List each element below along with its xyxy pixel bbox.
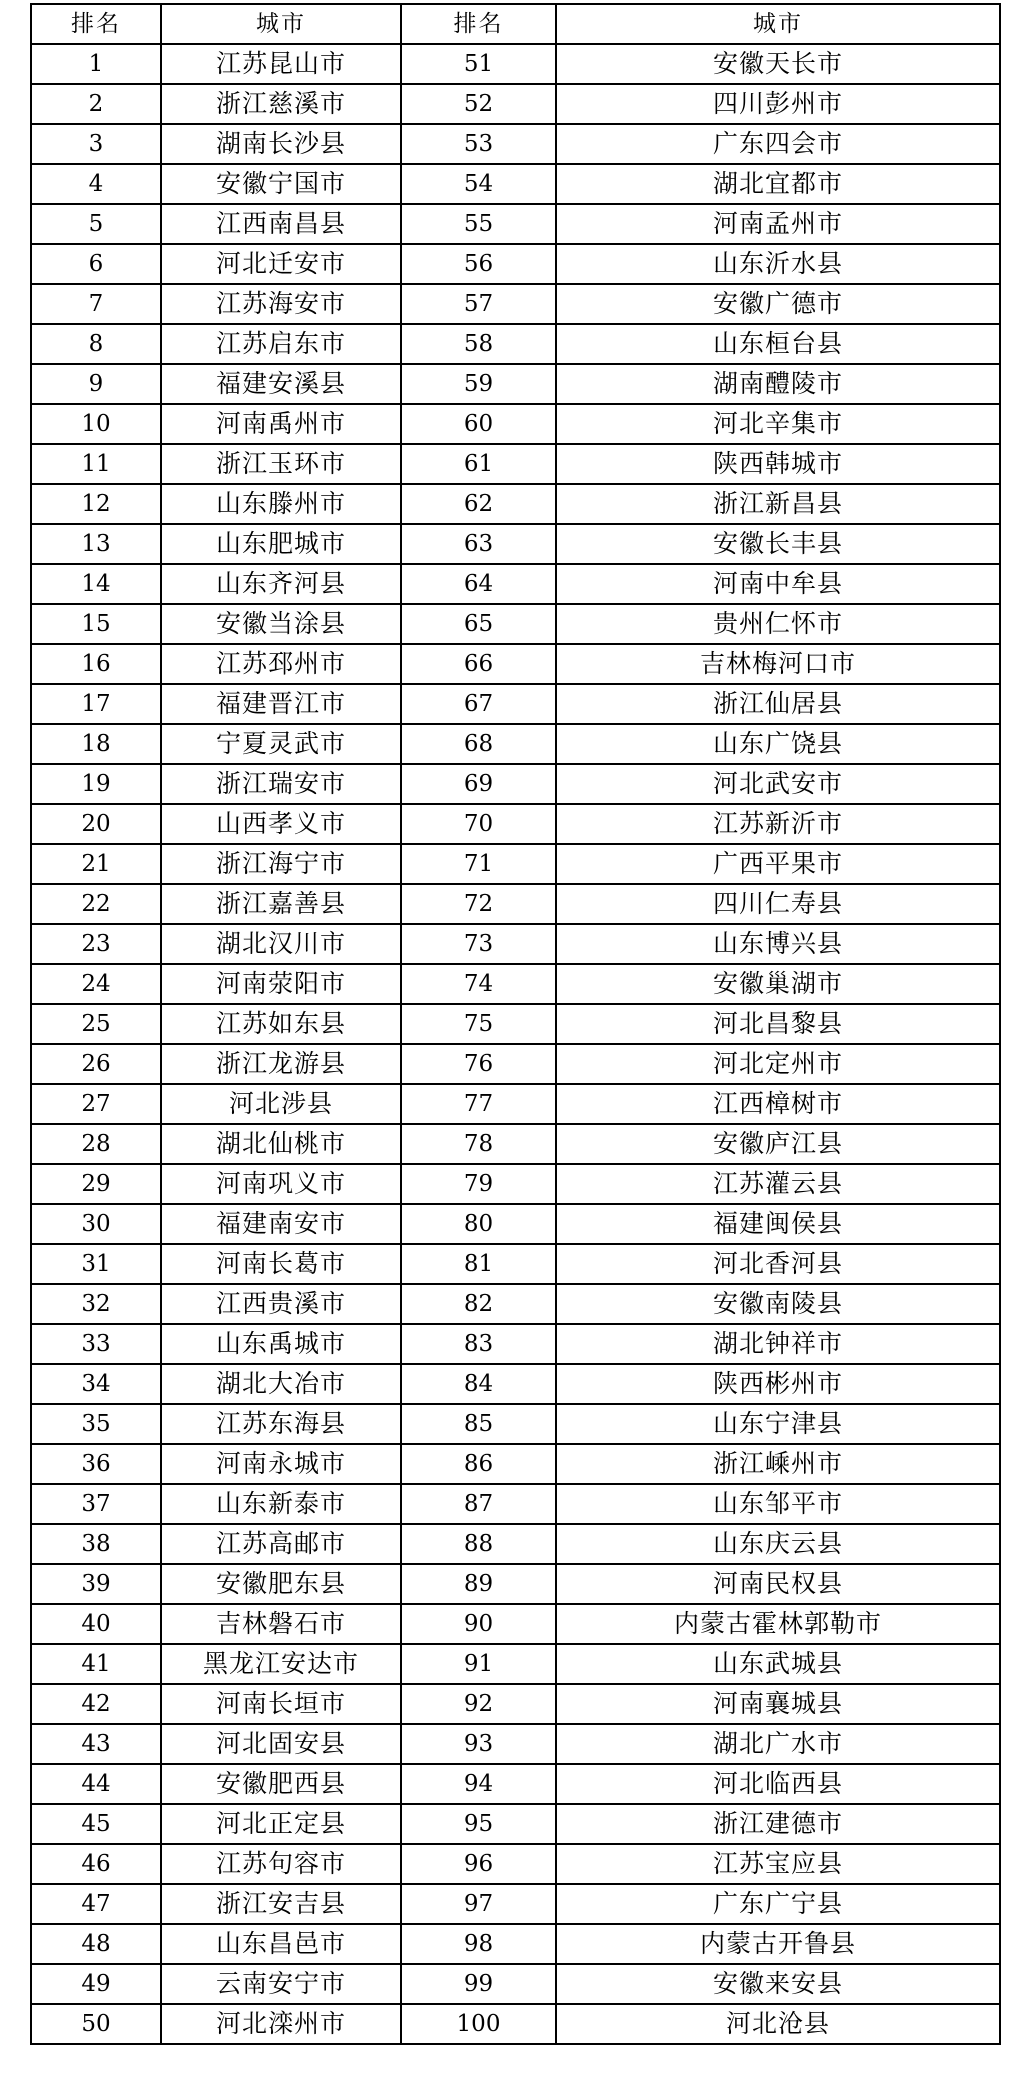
cell-rank-left: 19: [31, 764, 161, 804]
cell-city-left: 湖南长沙县: [161, 124, 401, 164]
cell-city-left: 河南荥阳市: [161, 964, 401, 1004]
cell-rank-left: 8: [31, 324, 161, 364]
cell-rank-left: 40: [31, 1604, 161, 1644]
table-row: [31, 1084, 1000, 1124]
cell-rank-right: 66: [401, 644, 556, 684]
cell-city-right: 湖北钟祥市: [556, 1324, 1000, 1364]
cell-rank-left: 43: [31, 1724, 161, 1764]
table-row: [31, 964, 1000, 1004]
cell-city-right: 河北定州市: [556, 1044, 1000, 1084]
table-row: [31, 1884, 1000, 1924]
cell-rank-right: 81: [401, 1244, 556, 1284]
cell-rank-right: 86: [401, 1444, 556, 1484]
cell-city-right: 广东广宁县: [556, 1884, 1000, 1924]
cell-rank-left: 32: [31, 1284, 161, 1324]
cell-city-right: 四川仁寿县: [556, 884, 1000, 924]
cell-rank-left: 20: [31, 804, 161, 844]
cell-rank-right: 71: [401, 844, 556, 884]
cell-city-right: 江西樟树市: [556, 1084, 1000, 1124]
cell-city-right: 山东沂水县: [556, 244, 1000, 284]
cell-rank-right: 57: [401, 284, 556, 324]
cell-rank-right: 64: [401, 564, 556, 604]
cell-city-right: 安徽庐江县: [556, 1124, 1000, 1164]
cell-city-left: 吉林磐石市: [161, 1604, 401, 1644]
table-row: [31, 2004, 1000, 2044]
cell-rank-right: 78: [401, 1124, 556, 1164]
cell-city-right: 山东博兴县: [556, 924, 1000, 964]
cell-city-right: 河北昌黎县: [556, 1004, 1000, 1044]
cell-rank-right: 62: [401, 484, 556, 524]
cell-city-left: 浙江安吉县: [161, 1884, 401, 1924]
cell-rank-left: 31: [31, 1244, 161, 1284]
cell-rank-right: 73: [401, 924, 556, 964]
cell-rank-left: 24: [31, 964, 161, 1004]
cell-rank-left: 30: [31, 1204, 161, 1244]
cell-rank-right: 94: [401, 1764, 556, 1804]
cell-rank-left: 34: [31, 1364, 161, 1404]
cell-city-left: 宁夏灵武市: [161, 724, 401, 764]
cell-city-right: 吉林梅河口市: [556, 644, 1000, 684]
cell-rank-right: 83: [401, 1324, 556, 1364]
table-row: [31, 204, 1000, 244]
table-row: [31, 44, 1000, 84]
cell-rank-left: 6: [31, 244, 161, 284]
cell-city-left: 江苏如东县: [161, 1004, 401, 1044]
cell-rank-right: 96: [401, 1844, 556, 1884]
cell-city-left: 河南巩义市: [161, 1164, 401, 1204]
cell-rank-left: 48: [31, 1924, 161, 1964]
cell-city-left: 黑龙江安达市: [161, 1644, 401, 1684]
cell-city-right: 山东宁津县: [556, 1404, 1000, 1444]
cell-rank-left: 50: [31, 2004, 161, 2044]
cell-city-right: 河南孟州市: [556, 204, 1000, 244]
cell-city-right: 安徽南陵县: [556, 1284, 1000, 1324]
header-rank-right: 排名: [401, 4, 556, 44]
table-row: [31, 1244, 1000, 1284]
cell-rank-right: 79: [401, 1164, 556, 1204]
cell-city-left: 浙江嘉善县: [161, 884, 401, 924]
table-row: [31, 1724, 1000, 1764]
table-row: [31, 1284, 1000, 1324]
cell-rank-right: 74: [401, 964, 556, 1004]
cell-rank-right: 72: [401, 884, 556, 924]
cell-city-left: 安徽宁国市: [161, 164, 401, 204]
table-row: [31, 644, 1000, 684]
cell-city-right: 河北沧县: [556, 2004, 1000, 2044]
cell-rank-left: 42: [31, 1684, 161, 1724]
table-row: [31, 124, 1000, 164]
table-row: [31, 764, 1000, 804]
cell-rank-left: 47: [31, 1884, 161, 1924]
cell-city-left: 山西孝义市: [161, 804, 401, 844]
cell-city-right: 河南襄城县: [556, 1684, 1000, 1724]
cell-city-left: 河北滦州市: [161, 2004, 401, 2044]
table-row: [31, 604, 1000, 644]
cell-rank-right: 76: [401, 1044, 556, 1084]
cell-rank-left: 15: [31, 604, 161, 644]
table-row: [31, 1444, 1000, 1484]
cell-city-right: 安徽长丰县: [556, 524, 1000, 564]
header-city-left: 城市: [161, 4, 401, 44]
cell-city-left: 江苏启东市: [161, 324, 401, 364]
header-rank-left: 排名: [31, 4, 161, 44]
cell-rank-left: 10: [31, 404, 161, 444]
cell-rank-left: 39: [31, 1564, 161, 1604]
cell-rank-left: 18: [31, 724, 161, 764]
cell-rank-right: 69: [401, 764, 556, 804]
cell-city-right: 山东桓台县: [556, 324, 1000, 364]
table-row: [31, 1564, 1000, 1604]
cell-rank-right: 85: [401, 1404, 556, 1444]
cell-city-left: 河北涉县: [161, 1084, 401, 1124]
table-row: [31, 444, 1000, 484]
cell-city-right: 山东邹平市: [556, 1484, 1000, 1524]
table-row: [31, 324, 1000, 364]
cell-rank-right: 75: [401, 1004, 556, 1044]
cell-rank-left: 9: [31, 364, 161, 404]
cell-city-right: 河南民权县: [556, 1564, 1000, 1604]
cell-city-left: 江苏邳州市: [161, 644, 401, 684]
cell-rank-right: 67: [401, 684, 556, 724]
cell-rank-left: 4: [31, 164, 161, 204]
cell-city-right: 湖北广水市: [556, 1724, 1000, 1764]
cell-city-right: 贵州仁怀市: [556, 604, 1000, 644]
cell-city-left: 河北正定县: [161, 1804, 401, 1844]
cell-rank-left: 1: [31, 44, 161, 84]
cell-rank-right: 60: [401, 404, 556, 444]
table-row: [31, 484, 1000, 524]
table-row: [31, 884, 1000, 924]
cell-city-left: 浙江玉环市: [161, 444, 401, 484]
cell-rank-left: 49: [31, 1964, 161, 2004]
cell-rank-left: 3: [31, 124, 161, 164]
cell-rank-left: 41: [31, 1644, 161, 1684]
cell-city-left: 湖北仙桃市: [161, 1124, 401, 1164]
cell-city-left: 河南永城市: [161, 1444, 401, 1484]
cell-rank-right: 58: [401, 324, 556, 364]
table-row: [31, 924, 1000, 964]
table-row: [31, 844, 1000, 884]
cell-city-right: 山东广饶县: [556, 724, 1000, 764]
cell-rank-right: 80: [401, 1204, 556, 1244]
cell-rank-right: 89: [401, 1564, 556, 1604]
cell-rank-right: 84: [401, 1364, 556, 1404]
cell-rank-left: 14: [31, 564, 161, 604]
cell-city-right: 山东武城县: [556, 1644, 1000, 1684]
cell-city-left: 山东禹城市: [161, 1324, 401, 1364]
table-row: [31, 804, 1000, 844]
cell-rank-left: 26: [31, 1044, 161, 1084]
cell-rank-right: 95: [401, 1804, 556, 1844]
cell-city-right: 福建闽侯县: [556, 1204, 1000, 1244]
cell-city-right: 河北辛集市: [556, 404, 1000, 444]
cell-city-right: 安徽巢湖市: [556, 964, 1000, 1004]
city-ranking-table: [30, 3, 1001, 2045]
table-row: [31, 1204, 1000, 1244]
cell-rank-right: 52: [401, 84, 556, 124]
table-row: [31, 1364, 1000, 1404]
cell-rank-left: 11: [31, 444, 161, 484]
cell-city-right: 山东庆云县: [556, 1524, 1000, 1564]
cell-city-left: 山东滕州市: [161, 484, 401, 524]
cell-city-left: 山东齐河县: [161, 564, 401, 604]
table-row: [31, 724, 1000, 764]
cell-rank-right: 97: [401, 1884, 556, 1924]
cell-city-left: 河北迁安市: [161, 244, 401, 284]
cell-rank-right: 88: [401, 1524, 556, 1564]
table-row: [31, 1044, 1000, 1084]
cell-city-right: 陕西彬州市: [556, 1364, 1000, 1404]
table-row: [31, 364, 1000, 404]
cell-city-right: 四川彭州市: [556, 84, 1000, 124]
table-row: [31, 1164, 1000, 1204]
cell-rank-right: 98: [401, 1924, 556, 1964]
cell-rank-right: 51: [401, 44, 556, 84]
cell-rank-right: 99: [401, 1964, 556, 2004]
cell-rank-right: 100: [401, 2004, 556, 2044]
table-row: [31, 1484, 1000, 1524]
table-row: [31, 1804, 1000, 1844]
cell-city-left: 安徽当涂县: [161, 604, 401, 644]
cell-city-right: 河北武安市: [556, 764, 1000, 804]
cell-rank-left: 13: [31, 524, 161, 564]
cell-city-left: 云南安宁市: [161, 1964, 401, 2004]
cell-rank-right: 68: [401, 724, 556, 764]
cell-city-left: 安徽肥东县: [161, 1564, 401, 1604]
table-row: [31, 1644, 1000, 1684]
cell-rank-right: 90: [401, 1604, 556, 1644]
cell-rank-right: 61: [401, 444, 556, 484]
table-row: [31, 164, 1000, 204]
cell-city-left: 浙江瑞安市: [161, 764, 401, 804]
cell-rank-right: 77: [401, 1084, 556, 1124]
table-row: [31, 524, 1000, 564]
cell-rank-right: 65: [401, 604, 556, 644]
cell-city-left: 山东昌邑市: [161, 1924, 401, 1964]
cell-city-left: 福建南安市: [161, 1204, 401, 1244]
cell-city-right: 浙江仙居县: [556, 684, 1000, 724]
cell-rank-left: 17: [31, 684, 161, 724]
cell-city-right: 浙江嵊州市: [556, 1444, 1000, 1484]
cell-rank-left: 29: [31, 1164, 161, 1204]
table-row: [31, 404, 1000, 444]
cell-city-right: 广西平果市: [556, 844, 1000, 884]
cell-city-right: 江苏新沂市: [556, 804, 1000, 844]
table-row: [31, 564, 1000, 604]
table-row: [31, 1124, 1000, 1164]
cell-city-left: 河南长葛市: [161, 1244, 401, 1284]
cell-rank-right: 92: [401, 1684, 556, 1724]
cell-city-right: 浙江建德市: [556, 1804, 1000, 1844]
cell-rank-left: 23: [31, 924, 161, 964]
table-row: [31, 684, 1000, 724]
cell-rank-right: 87: [401, 1484, 556, 1524]
cell-rank-right: 91: [401, 1644, 556, 1684]
cell-rank-left: 45: [31, 1804, 161, 1844]
cell-rank-right: 82: [401, 1284, 556, 1324]
cell-rank-left: 12: [31, 484, 161, 524]
cell-city-right: 安徽来安县: [556, 1964, 1000, 2004]
cell-rank-left: 21: [31, 844, 161, 884]
cell-city-left: 福建晋江市: [161, 684, 401, 724]
cell-city-right: 内蒙古霍林郭勒市: [556, 1604, 1000, 1644]
cell-city-left: 河南禹州市: [161, 404, 401, 444]
table-row: [31, 1964, 1000, 2004]
cell-city-left: 江苏昆山市: [161, 44, 401, 84]
table-row: [31, 1324, 1000, 1364]
header-city-right: 城市: [556, 4, 1000, 44]
cell-city-left: 江苏句容市: [161, 1844, 401, 1884]
table-header-row: [31, 4, 1000, 44]
cell-rank-right: 56: [401, 244, 556, 284]
cell-city-right: 河北临西县: [556, 1764, 1000, 1804]
table-row: [31, 1524, 1000, 1564]
cell-city-right: 内蒙古开鲁县: [556, 1924, 1000, 1964]
cell-city-left: 江西贵溪市: [161, 1284, 401, 1324]
cell-city-left: 浙江海宁市: [161, 844, 401, 884]
cell-rank-left: 46: [31, 1844, 161, 1884]
cell-rank-right: 93: [401, 1724, 556, 1764]
cell-rank-left: 25: [31, 1004, 161, 1044]
table-row: [31, 244, 1000, 284]
cell-city-right: 江苏灌云县: [556, 1164, 1000, 1204]
table-row: [31, 1004, 1000, 1044]
cell-city-left: 山东肥城市: [161, 524, 401, 564]
cell-city-right: 江苏宝应县: [556, 1844, 1000, 1884]
cell-city-left: 江西南昌县: [161, 204, 401, 244]
cell-city-left: 河南长垣市: [161, 1684, 401, 1724]
cell-rank-right: 63: [401, 524, 556, 564]
cell-rank-right: 70: [401, 804, 556, 844]
cell-rank-left: 37: [31, 1484, 161, 1524]
cell-rank-left: 16: [31, 644, 161, 684]
table-row: [31, 284, 1000, 324]
table-body: [31, 44, 1000, 2044]
cell-rank-left: 33: [31, 1324, 161, 1364]
cell-city-left: 浙江龙游县: [161, 1044, 401, 1084]
table-row: [31, 1924, 1000, 1964]
cell-city-right: 浙江新昌县: [556, 484, 1000, 524]
table-row: [31, 84, 1000, 124]
cell-city-left: 浙江慈溪市: [161, 84, 401, 124]
cell-rank-right: 55: [401, 204, 556, 244]
table-row: [31, 1684, 1000, 1724]
cell-city-left: 山东新泰市: [161, 1484, 401, 1524]
cell-city-left: 安徽肥西县: [161, 1764, 401, 1804]
cell-rank-right: 53: [401, 124, 556, 164]
cell-city-left: 江苏东海县: [161, 1404, 401, 1444]
cell-rank-left: 44: [31, 1764, 161, 1804]
table-row: [31, 1764, 1000, 1804]
cell-city-left: 江苏海安市: [161, 284, 401, 324]
cell-rank-left: 2: [31, 84, 161, 124]
cell-rank-left: 5: [31, 204, 161, 244]
table-row: [31, 1844, 1000, 1884]
cell-rank-left: 36: [31, 1444, 161, 1484]
table-row: [31, 1604, 1000, 1644]
cell-city-right: 安徽天长市: [556, 44, 1000, 84]
cell-city-right: 湖北宜都市: [556, 164, 1000, 204]
cell-city-left: 福建安溪县: [161, 364, 401, 404]
table-row: [31, 1404, 1000, 1444]
cell-rank-left: 38: [31, 1524, 161, 1564]
cell-rank-right: 54: [401, 164, 556, 204]
cell-city-left: 江苏高邮市: [161, 1524, 401, 1564]
cell-rank-left: 22: [31, 884, 161, 924]
cell-city-left: 河北固安县: [161, 1724, 401, 1764]
cell-city-right: 陕西韩城市: [556, 444, 1000, 484]
cell-city-left: 湖北大冶市: [161, 1364, 401, 1404]
cell-city-right: 广东四会市: [556, 124, 1000, 164]
cell-rank-left: 35: [31, 1404, 161, 1444]
cell-city-left: 湖北汉川市: [161, 924, 401, 964]
cell-rank-left: 7: [31, 284, 161, 324]
cell-city-right: 安徽广德市: [556, 284, 1000, 324]
cell-city-right: 湖南醴陵市: [556, 364, 1000, 404]
cell-city-right: 河南中牟县: [556, 564, 1000, 604]
cell-rank-left: 27: [31, 1084, 161, 1124]
cell-rank-right: 59: [401, 364, 556, 404]
cell-rank-left: 28: [31, 1124, 161, 1164]
cell-city-right: 河北香河县: [556, 1244, 1000, 1284]
